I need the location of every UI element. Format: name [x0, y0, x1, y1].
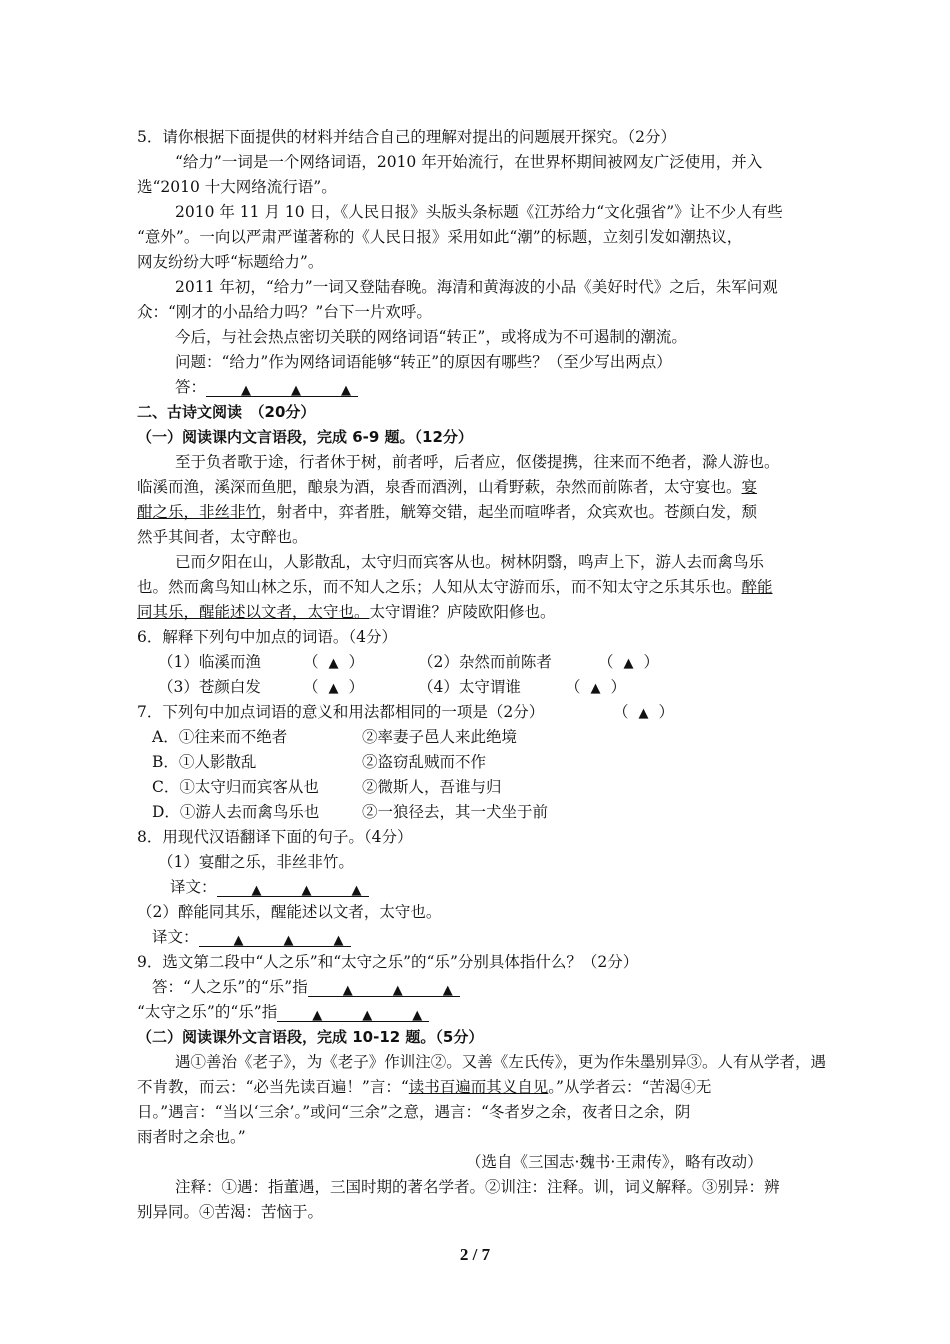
answer-paren[interactable]: （ ▲ ） [613, 703, 675, 721]
passage-line: 然乎其间者，太守醉也。 [137, 528, 308, 546]
answer-paren[interactable]: （ ▲ ） [303, 653, 365, 671]
q6-item: （1）临溪而渔 [158, 653, 261, 671]
passage-line: 至于负者歌于途，行者休于树，前者呼，后者应，伛偻提携，往来而不绝者，滁人游也。 [175, 453, 780, 471]
q6-item: （3）苍颜白发 [158, 678, 261, 696]
triangle-marker-icon: ▲ [342, 983, 353, 998]
passage-line: 不肯教，而云：“必当先读百遍！”言：“读书百遍而其义自见。”从学者云：“苦渴④无 [137, 1078, 712, 1096]
q5-title: 5．请你根据下面提供的材料并结合自己的理解对提出的问题展开探究。（2分） [137, 128, 676, 146]
q8-sentence: （2）醉能同其乐，醒能述以文者，太守也。 [137, 903, 442, 921]
passage-line: 也。然而禽鸟知山林之乐，而不知人之乐；人知从太守游而乐，而不知太守之乐其乐也。醉能 [137, 578, 773, 596]
page-number: 2 / 7 [459, 1245, 491, 1264]
answer-blank[interactable] [206, 379, 358, 397]
q5-paragraph: “给力”一词是一个网络词语，2010 年开始流行，在世界杯期间被网友广泛使用，并入 [175, 153, 763, 171]
answer-paren[interactable]: （ ▲ ） [598, 653, 660, 671]
source-citation: （选自《三国志·魏书·王肃传》，略有改动） [466, 1153, 763, 1171]
q9-title: 9．选文第二段中“人之乐”和“太守之乐”的“乐”分别具体指什么？（2分） [137, 953, 639, 971]
triangle-marker-icon: ▲ [328, 656, 339, 671]
q7-option: C．①太守归而宾客从也 [152, 778, 319, 796]
part2-title: （二）阅读课外文言语段，完成 10-12 题。（5分） [137, 1028, 484, 1046]
triangle-marker-icon: ▲ [301, 883, 312, 898]
triangle-marker-icon: ▲ [241, 383, 252, 398]
triangle-marker-icon: ▲ [328, 681, 339, 696]
passage-line: 雨者时之余也。” [137, 1128, 246, 1146]
q7-option: ②微斯人，吾谁与归 [362, 778, 502, 796]
q8-translation-line: 译文： ▲ ▲ ▲ [170, 877, 369, 897]
q7-option: ②一狼径去，其一犬坐于前 [362, 803, 549, 821]
triangle-marker-icon: ▲ [412, 1008, 423, 1023]
q9-answer-line: “太守之乐”的“乐”指 ▲ ▲ ▲ [137, 1002, 429, 1022]
triangle-marker-icon: ▲ [638, 706, 649, 721]
part1-title: （一）阅读课内文言语段，完成 6-9 题。（12分） [137, 428, 473, 446]
q7-option: A．①往来而不绝者 [152, 728, 288, 746]
notes: 注释：①遇：指董遇，三国时期的著名学者。②训注：注释。训，词义解释。③别异：辨 [175, 1178, 780, 1196]
q5-question: 问题：“给力”作为网络词语能够“转正”的原因有哪些？（至少写出两点） [175, 353, 672, 371]
answer-blank[interactable] [277, 1004, 429, 1022]
q5-paragraph: 选“2010 十大网络流行语”。 [137, 178, 337, 196]
triangle-marker-icon: ▲ [283, 933, 294, 948]
q7-title: 7．下列句中加点词语的意义和用法都相同的一项是（2分） [137, 703, 545, 721]
notes: 别异同。④苦渴：苦恼于。 [137, 1203, 324, 1221]
q7-option: D．①游人去而禽鸟乐也 [152, 803, 320, 821]
triangle-marker-icon: ▲ [341, 383, 352, 398]
answer-blank[interactable] [308, 979, 460, 997]
q5-paragraph: 2010 年 11 月 10 日，《人民日报》头版头条标题《江苏给力“文化强省”》让不少人有些 [175, 203, 783, 221]
answer-paren[interactable]: （ ▲ ） [565, 678, 627, 696]
answer-blank[interactable] [217, 879, 369, 897]
q7-option: ②盗窃乱贼而不作 [362, 753, 487, 771]
q7-option: ②率妻子邑人来此绝境 [362, 728, 518, 746]
triangle-marker-icon: ▲ [312, 1008, 323, 1023]
q7-option: B．①人影散乱 [152, 753, 257, 771]
section-title: 二、古诗文阅读 （20分） [137, 403, 316, 421]
answer-blank[interactable] [199, 929, 351, 947]
triangle-marker-icon: ▲ [333, 933, 344, 948]
q6-item: （2）杂然而前陈者 [418, 653, 552, 671]
q8-translation-line: 译文： ▲ ▲ ▲ [152, 927, 351, 947]
passage-line: 同其乐，醒能述以文者，太守也。太守谓谁？庐陵欧阳修也。 [137, 603, 556, 621]
passage-line: 已而夕阳在山，人影散乱，太守归而宾客从也。树林阴翳，鸣声上下，游人去而禽鸟乐 [175, 553, 765, 571]
q5-paragraph: 2011 年初，“给力”一词又登陆春晚。海清和黄海波的小品《美好时代》之后，朱军问观 [175, 278, 778, 296]
passage-line: 遇①善治《老子》，为《老子》作训注②。又善《左氏传》，更为作朱墨别异③。人有从学者，遇 [175, 1053, 827, 1071]
passage-line: 临溪而渔，溪深而鱼肥，酿泉为酒，泉香而酒洌，山肴野蔌，杂然而前陈者，太守宴也。宴 [137, 478, 758, 496]
triangle-marker-icon: ▲ [291, 383, 302, 398]
answer-paren[interactable]: （ ▲ ） [303, 678, 365, 696]
triangle-marker-icon: ▲ [233, 933, 244, 948]
q5-answer-line [175, 377, 358, 397]
triangle-marker-icon: ▲ [442, 983, 453, 998]
q9-answer-line: 答：“人之乐”的“乐”指 ▲ ▲ ▲ [152, 977, 460, 997]
triangle-marker-icon: ▲ [590, 681, 601, 696]
q6-item: （4）太守谓谁 [418, 678, 521, 696]
passage-line: 酣之乐，非丝非竹，射者中，弈者胜，觥筹交错，起坐而喧哗者，众宾欢也。苍颜白发，颓 [137, 503, 758, 521]
triangle-marker-icon: ▲ [392, 983, 403, 998]
q5-paragraph: 今后，与社会热点密切关联的网络词语“转正”，或将成为不可遏制的潮流。 [175, 328, 687, 346]
q5-paragraph: 众：“刚才的小品给力吗？”台下一片欢呼。 [137, 303, 432, 321]
q6-title: 6．解释下列句中加点的词语。（4分） [137, 628, 397, 646]
passage-line: 日。”遇言：“当以‘三余’。”或问“三余”之意，遇言：“冬者岁之余，夜者日之余，阴 [137, 1103, 691, 1121]
triangle-marker-icon: ▲ [362, 1008, 373, 1023]
q5-paragraph: 网友纷纷大呼“标题给力”。 [137, 253, 324, 271]
q5-paragraph: “意外”。一向以严肃严谨著称的《人民日报》采用如此“潮”的标题，立刻引发如潮热议， [137, 228, 743, 246]
q8-title: 8．用现代汉语翻译下面的句子。（4分） [137, 828, 413, 846]
triangle-marker-icon: ▲ [351, 883, 362, 898]
answer-label: 答： [175, 378, 207, 396]
triangle-marker-icon: ▲ [623, 656, 634, 671]
triangle-marker-icon: ▲ [251, 883, 262, 898]
q8-sentence: （1）宴酣之乐，非丝非竹。 [158, 853, 354, 871]
